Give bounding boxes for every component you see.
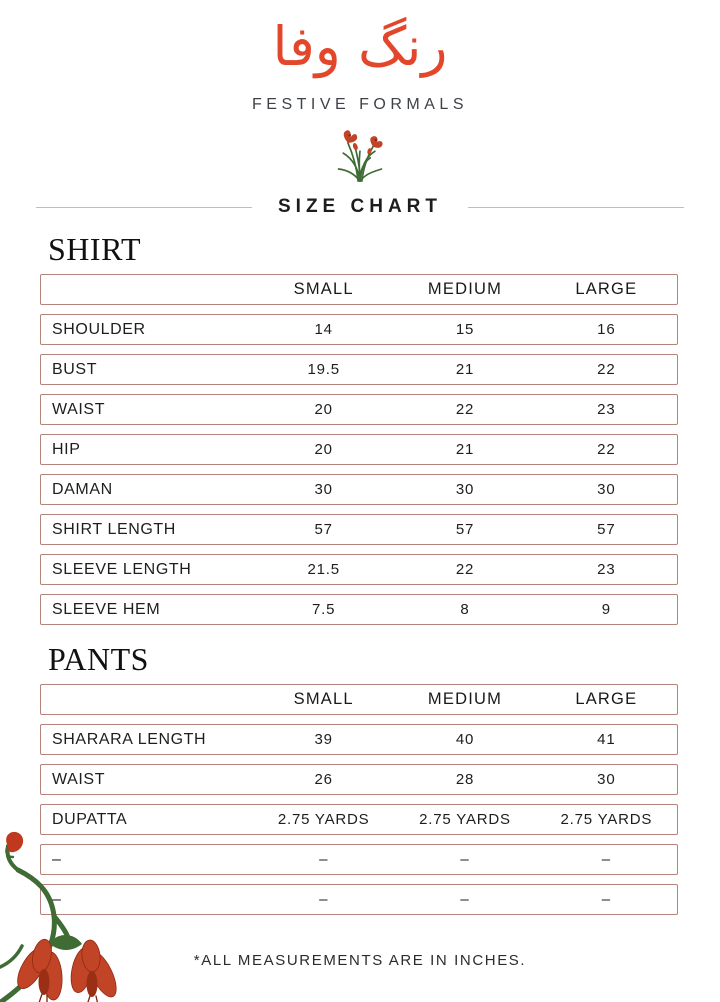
table-row-shoulder — [40, 314, 678, 345]
value-small: – — [319, 851, 329, 869]
table-row-shirt-length — [40, 514, 678, 545]
value-medium: 57 — [455, 521, 475, 539]
row-label: – — [52, 850, 62, 868]
value-medium: 15 — [455, 321, 475, 339]
page-title: SIZE CHART — [278, 196, 442, 217]
value-medium: 30 — [455, 481, 475, 499]
table-header-row — [40, 684, 678, 715]
value-small: 20 — [314, 441, 333, 459]
value-small: 7.5 — [312, 601, 336, 619]
row-label: BUST — [52, 360, 98, 378]
table-row-sharara-length — [40, 724, 678, 755]
value-large: 23 — [597, 561, 616, 579]
column-header-large: LARGE — [575, 280, 638, 299]
measurements-note: *ALL MEASUREMENTS ARE IN INCHES. — [193, 952, 527, 969]
row-label: WAIST — [52, 400, 106, 418]
value-medium: 21 — [455, 361, 475, 379]
value-large: 30 — [597, 481, 616, 499]
column-header-medium: MEDIUM — [427, 280, 503, 299]
table-row-bust — [40, 354, 678, 385]
table-row-hip — [40, 434, 678, 465]
brand-logo-calligraphy: رنگ وفا — [272, 15, 448, 78]
brand-header — [0, 0, 720, 183]
value-large: – — [601, 851, 611, 869]
table-row-dupatta — [40, 804, 678, 835]
row-label: – — [52, 890, 62, 908]
shirt-section — [0, 232, 720, 625]
table-row-waist — [40, 764, 678, 795]
value-large: 30 — [597, 771, 616, 789]
column-header-large: LARGE — [575, 690, 638, 709]
value-small: 21.5 — [307, 561, 340, 579]
pants-size-table — [40, 684, 678, 915]
lily-clump-icon — [331, 127, 389, 183]
value-small: 30 — [314, 481, 333, 499]
value-small: 39 — [314, 731, 333, 749]
value-large: 2.75 YARDS — [560, 811, 653, 829]
pants-section — [0, 642, 720, 915]
table-row-waist — [40, 394, 678, 425]
value-medium: – — [460, 851, 470, 869]
value-small: 20 — [314, 401, 333, 419]
brand-subtitle: FESTIVE FORMALS — [252, 96, 468, 113]
value-small: 26 — [314, 771, 333, 789]
value-small: 14 — [314, 321, 333, 339]
row-label: SHARARA LENGTH — [52, 730, 207, 748]
value-large: 16 — [597, 321, 616, 339]
row-label: DUPATTA — [52, 810, 128, 828]
value-large: – — [601, 891, 611, 909]
row-label: HIP — [52, 440, 81, 458]
value-small: – — [319, 891, 329, 909]
table-row-sleeve-hem — [40, 594, 678, 625]
value-medium: 2.75 YARDS — [419, 811, 511, 829]
value-medium: – — [460, 891, 470, 909]
column-header-small: SMALL — [293, 690, 354, 709]
divider-line-right — [468, 207, 684, 208]
shirt-section-title: SHIRT — [48, 231, 142, 267]
value-large: 22 — [597, 361, 616, 379]
value-medium: 22 — [455, 401, 475, 419]
table-row-sleeve-length — [40, 554, 678, 585]
table-header-row — [40, 274, 678, 305]
row-label: SLEEVE HEM — [52, 600, 161, 618]
value-medium: 8 — [460, 601, 470, 619]
value-medium: 40 — [455, 731, 475, 749]
value-small: 2.75 YARDS — [277, 811, 370, 829]
value-large: 23 — [597, 401, 616, 419]
value-large: 22 — [597, 441, 616, 459]
pants-section-title: PANTS — [48, 641, 149, 678]
value-small: 57 — [314, 521, 333, 539]
value-large: 57 — [597, 521, 616, 539]
column-header-small: SMALL — [293, 280, 354, 299]
row-label: DAMAN — [52, 480, 113, 498]
row-label: SLEEVE LENGTH — [52, 560, 192, 578]
size-chart-heading — [0, 196, 720, 218]
row-label: SHOULDER — [52, 320, 146, 338]
value-medium: 21 — [455, 441, 475, 459]
value-small: 19.5 — [307, 361, 340, 379]
table-row-blank-1 — [40, 844, 678, 875]
value-medium: 22 — [455, 561, 475, 579]
row-label: SHIRT LENGTH — [52, 520, 176, 538]
row-label: WAIST — [52, 770, 106, 788]
value-medium: 28 — [455, 771, 475, 789]
value-large: 9 — [601, 601, 611, 619]
table-row-blank-2 — [40, 884, 678, 915]
shirt-size-table — [40, 274, 678, 625]
divider-line-left — [36, 207, 252, 208]
column-header-medium: MEDIUM — [427, 690, 503, 709]
value-large: 41 — [597, 731, 616, 749]
table-row-daman — [40, 474, 678, 505]
